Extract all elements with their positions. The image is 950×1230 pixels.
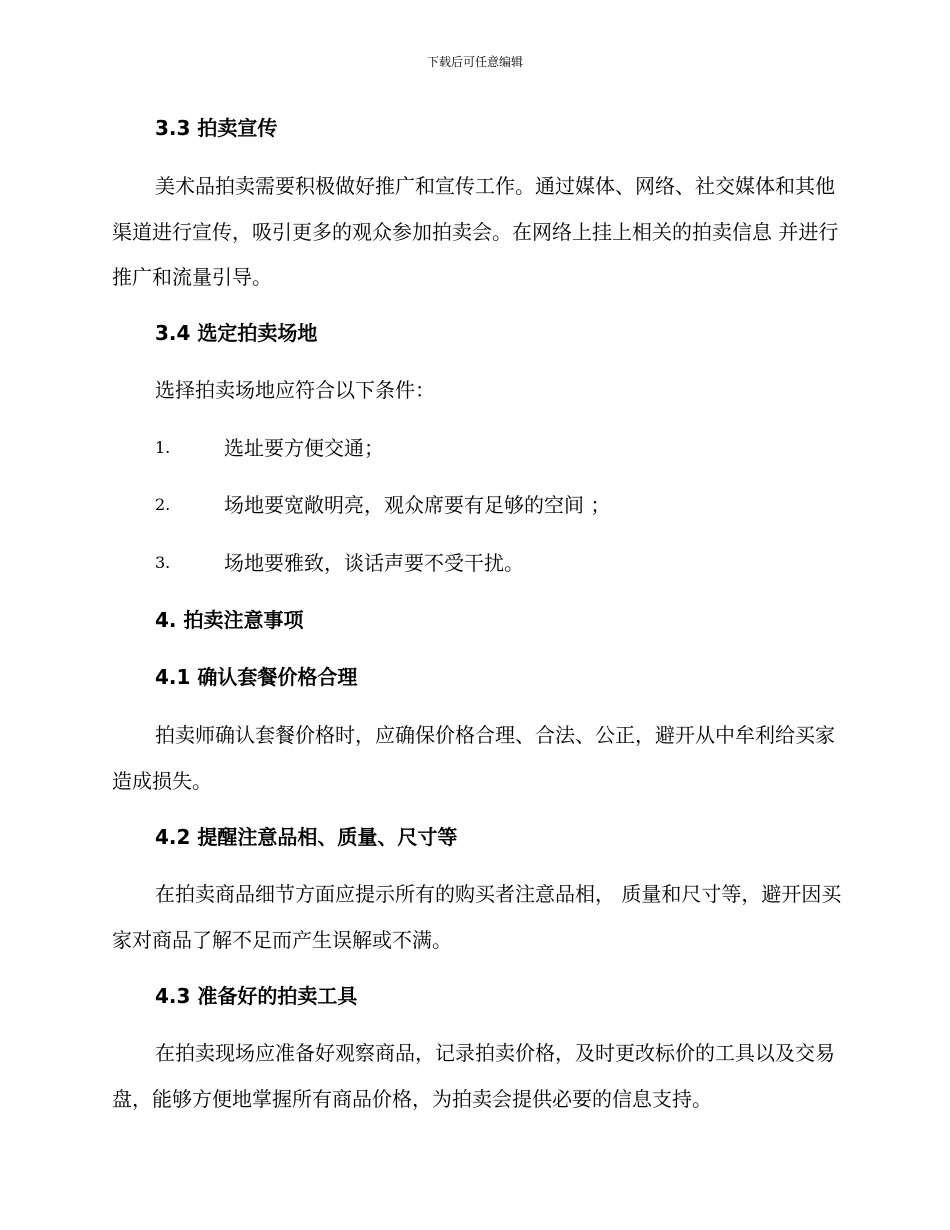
list-text: 场地要雅致，谈话声要不受干扰。 bbox=[224, 551, 524, 575]
section-body-4-3: 在拍卖现场应准备好观察商品，记录拍卖价格，及时更改标价的工具以及交易盘，能够方便地掌握所有商品价格，为拍卖会提供必要的信息支持。 bbox=[112, 1041, 835, 1111]
section-heading-3-4: 3.4 选定拍卖场地 bbox=[155, 321, 318, 345]
section-intro-3-4: 选择拍卖场地应符合以下条件： bbox=[155, 378, 435, 402]
page-header: 下载后可任意编辑 bbox=[426, 55, 523, 69]
section-body-3-3: 美术品拍卖需要积极做好推广和宣传工作。通过媒体、网络、社交媒体和其他渠道进行宣传，吸引更多的观众参加拍卖会。在网络上挂上相关的拍卖信息 并进行推广和流量引导。 bbox=[112, 174, 839, 289]
section-body-4-2: 在拍卖商品细节方面应提示所有的购买者注意品相， 质量和尺寸等，避开因买家对商品了解不足而产生误解或不满。 bbox=[112, 882, 842, 952]
list-number: 1. bbox=[155, 438, 171, 457]
list-number: 3. bbox=[155, 553, 171, 572]
list-text: 选址要方便交通； bbox=[224, 436, 384, 460]
section-heading-4: 4. 拍卖注意事项 bbox=[155, 608, 304, 632]
section-heading-4-2: 4.2 提醒注意品相、质量、尺寸等 bbox=[155, 825, 458, 849]
list-text: 场地要宽敞明亮，观众席要有足够的空间 ； bbox=[224, 493, 611, 517]
section-heading-4-3: 4.3 准备好的拍卖工具 bbox=[155, 984, 358, 1008]
section-body-4-1: 拍卖师确认套餐价格时，应确保价格合理、合法、公正，避开从中牟利给买家造成损失。 bbox=[112, 723, 835, 793]
section-heading-4-1: 4.1 确认套餐价格合理 bbox=[155, 665, 358, 689]
section-heading-3-3: 3.3 拍卖宣传 bbox=[155, 116, 278, 140]
list-number: 2. bbox=[155, 495, 171, 514]
